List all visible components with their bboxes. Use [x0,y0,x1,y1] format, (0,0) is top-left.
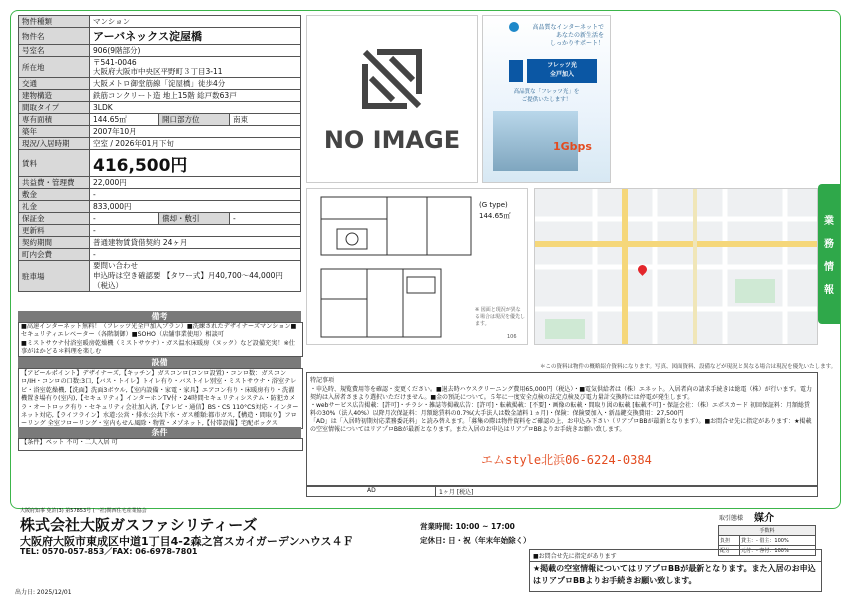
notes-title: 特記事項 [310,377,335,384]
holiday-label: 定休日 [420,536,443,545]
fee-row-key: 負担 [719,536,740,546]
special-notes [306,372,818,487]
label-rent: 賃料 [19,150,90,177]
value-name: アーバネックス淀屋橋 [90,28,301,45]
label-parking: 駐車場 [19,261,90,292]
ad-value: 1ヶ月 [税込] [435,487,473,496]
company-name: 株式会社大阪ガスファシリティーズ [20,516,258,534]
business-info-tab[interactable] [818,184,840,324]
location-map [534,188,818,345]
ad-label: AD [367,487,376,494]
no-image-placeholder [306,15,478,183]
zip: 〒541-0046 [93,58,137,67]
map-drawing [535,189,817,344]
flyer-badge: フレッツ光 全戸加入 [527,59,597,83]
label-address: 所在地 [19,57,90,78]
disclaimer: ＊この資料は物件の概略紹介資料になります。写真、図面資料、設備などが現況と異なる場合は現況を優先いたします。 [540,364,837,370]
label-amortization: 償却・敷引 [159,213,230,225]
label-name: 物件名 [19,28,90,45]
ntt-logo-icon [509,22,519,32]
label-town-fee: 町内会費 [19,249,90,261]
hours-value: 10:00 ~ 17:00 [455,522,515,531]
fee-head: 手数料 [719,526,816,536]
label-room: 号室名 [19,45,90,57]
remarks-text: ■高速インターネット無料！（フレッツ光全戸加入プラン）■洗練されたデザイナーズマンション■セキュリティエレベーター（各階制御）■SOHO（店舗事業使用）相談可 ■ミストサウナ付浴室暖房乾燥機（ミストサウナ）・ガス温水床暖房（ヌック）など設備充実！※仕事がはかどる＊料理を楽しむ [18,322,303,357]
building-icon [509,60,523,82]
plan-note: ※ 図面と現況が異なる場合は現況を優先します。 [475,307,526,327]
value-amortization: - [230,213,301,225]
contact-notice [529,549,822,592]
fee-row-value: 元付：- 客付：100% [740,546,816,556]
no-image-icon [357,44,427,114]
trade-label: 取引態様 [719,515,744,522]
tab-char: 情 [824,262,834,273]
value-access: 大阪メトロ御堂筋線「淀屋橋」徒歩4分 [90,78,301,90]
label-area: 専有面積 [19,114,90,126]
flyer-speed: 1Gbps [553,140,592,153]
facilities-header: 設備 [18,357,301,368]
plan-area: 144.65㎡ [479,212,511,220]
notes-body: ・申込時、規覧費用等を確認・変更ください。■退去時ハウスクリーニング費用65,000円（税込）・■電気供給者は（株）エネット。入居者向の請求手続きは総電（株）が行います。電力契約は入居者さまより選択いただけません。■金の預託について。５年に一度安全点検の法定点検及び電力量計交換時には停電が発生します。 ・webサービス広告掲載：[許可]・チラシ・雑誌等掲載広告：[許可]・転載掲載：[不要]・画像の転載・間取り図の転載 [転載不可]・保証会社：（株）エポスカード 初回保証料：月額総賃料の30%（法人40%）以降月次保証料：月額総賃料の0.7%(大手法人は数金請料１ヵ月)・保険：保険要加入・新品鍵交換費用：27,500円 「AD」は「入居時初期対応業務委託料」と読み替えます。「募集の際は物件資料をご確認の上、お申込み下さい（リアプロBBが最新となります）。■お問合せ先に指定があります：★掲載の空室情報についてはリアプロBBが最新となります。また入居のお申込はリアプロBBよりお手続きお願い致します。 [310,386,813,433]
value-contract: 普通建物賃貸借契約 24ヶ月 [90,237,301,249]
value-built: 2007年10月 [90,126,301,138]
label-status: 現況/入居時期 [19,138,90,150]
value-status: 空室 / 2026年01月下旬 [90,138,301,150]
label-deposit: 敷金 [19,189,90,201]
holidays: 定休日: 日・祝（年末年始除く） [420,536,531,545]
tab-char: 報 [824,285,834,296]
value-area: 144.65㎡ [90,114,159,126]
label-renewal: 更新料 [19,225,90,237]
value-rent: 416,500円 [90,150,301,177]
floor-plan [306,188,528,345]
facilities-text: 【アピールポイント】デザイナーズ,【キッチン】ガスコンロ(コンロ設置)・コンロ数：ガスコンロ/IH・コンロの口数:3口,【バス・トイレ】トイレ有り・バストイレ別室・ミストサウナ・浴室テレビ・浴室乾燥機,【洗面】洗面3ボウル,【室内設備・家電・家具】エアコン有り・床暖房有り・洗濯機置き場有り(室内),【セキュリティ】インターホンTV付・24時間セキュリティシステム・防犯カメラ・オートロック有り・セキュリティ会社加入済,【テレビ・通信】BS・CS 110°CS対応・インターネット対応,【ライフライン】水道:公営・排水:公共下水・ガス種類:都市ガス,【構造・間取り】フローリング 全室フローリング・室内もせん風除・物置・メゾネット,【付帯設備】宅配ボックス [18,368,303,429]
remarks-header: 備考 [18,311,301,322]
fee-row-key: 配分 [719,546,740,556]
parking-detail: 申込時は空き確認要 【タワー式】月40,700～44,000円（税込） [93,271,283,290]
address-line: 大阪府大阪市中央区平野町３丁目3-11 [93,67,223,76]
conditions-text: 【条件】ペット 不可・二人入居 可 [18,438,303,451]
company-tel-fax: TEL: 0570-057-853／FAX: 06-6978-7801 [20,547,198,556]
parking-inquiry: 要問い合わせ [93,261,138,270]
label-key-money: 礼金 [19,201,90,213]
label-access: 交通 [19,78,90,90]
label-built: 築年 [19,126,90,138]
value-key-money: 833,000円 [90,201,301,213]
tab-char: 務 [824,239,834,250]
flyer-headline: 高品質なインターネットで あなたの新生活を しっかりサポート！ [532,24,604,47]
contact-title: ■お問合せ先に指定があります [530,550,821,562]
label-opening: 開口部方位 [159,114,230,126]
plan-page: 106 [507,334,517,340]
fee-row-value: 貸主：- 借主：100% [740,536,816,546]
value-opening: 南東 [230,114,301,126]
label-common: 共益費・管理費 [19,177,90,189]
contact-text: ★掲載の空室情報についてはリアプロBBが最新となります。また入居のお申込はリアプロBBよりお手続きお願い致します。 [533,564,816,585]
value-common: 22,000円 [90,177,301,189]
value-town-fee: - [90,249,301,261]
trade-value: 媒介 [754,513,774,524]
label-layout: 間取タイプ [19,102,90,114]
ad-bar [306,485,818,497]
value-room: 906(9階部分) [90,45,301,57]
conditions-header: 条件 [18,427,301,438]
plan-type: (G type) [479,201,508,209]
value-renewal: - [90,225,301,237]
contact-phone: エムstyle北浜06-6224-0384 [481,453,652,467]
label-guarantee: 保証金 [19,213,90,225]
output-date: 出力日: 2025/12/01 [15,589,72,596]
business-hours: 営業時間: 10:00 ~ 17:00 [420,522,515,531]
value-kind: マンション [90,16,301,28]
label-kind: 物件種類 [19,16,90,28]
label-contract: 契約期間 [19,237,90,249]
value-structure: 鉄筋コンクリート造 地上15階 総戸数63戸 [90,90,301,102]
license-text: 大阪府知事 免許(3) 第57853号 (一社)関西住宅産業協会 [20,508,147,514]
flyer-body: 高品質な「フレッツ光」を ご提供いたします！ [513,89,580,103]
value-guarantee: - [90,213,159,225]
holiday-value: 日・祝（年末年始除く） [448,536,531,545]
label-structure: 建物構造 [19,90,90,102]
company-address: 大阪府大阪市東成区中道1丁目4-2森之宮スカイガーデンハウス４Ｆ [20,535,354,548]
hours-label: 営業時間 [420,522,450,531]
no-image-label: NO IMAGE [323,126,461,154]
value-address [90,57,301,78]
property-spec-table [18,15,301,292]
value-layout: 3LDK [90,102,301,114]
value-deposit: - [90,189,301,201]
value-parking [90,261,301,292]
internet-flyer [482,15,611,183]
tab-char: 業 [824,216,834,227]
